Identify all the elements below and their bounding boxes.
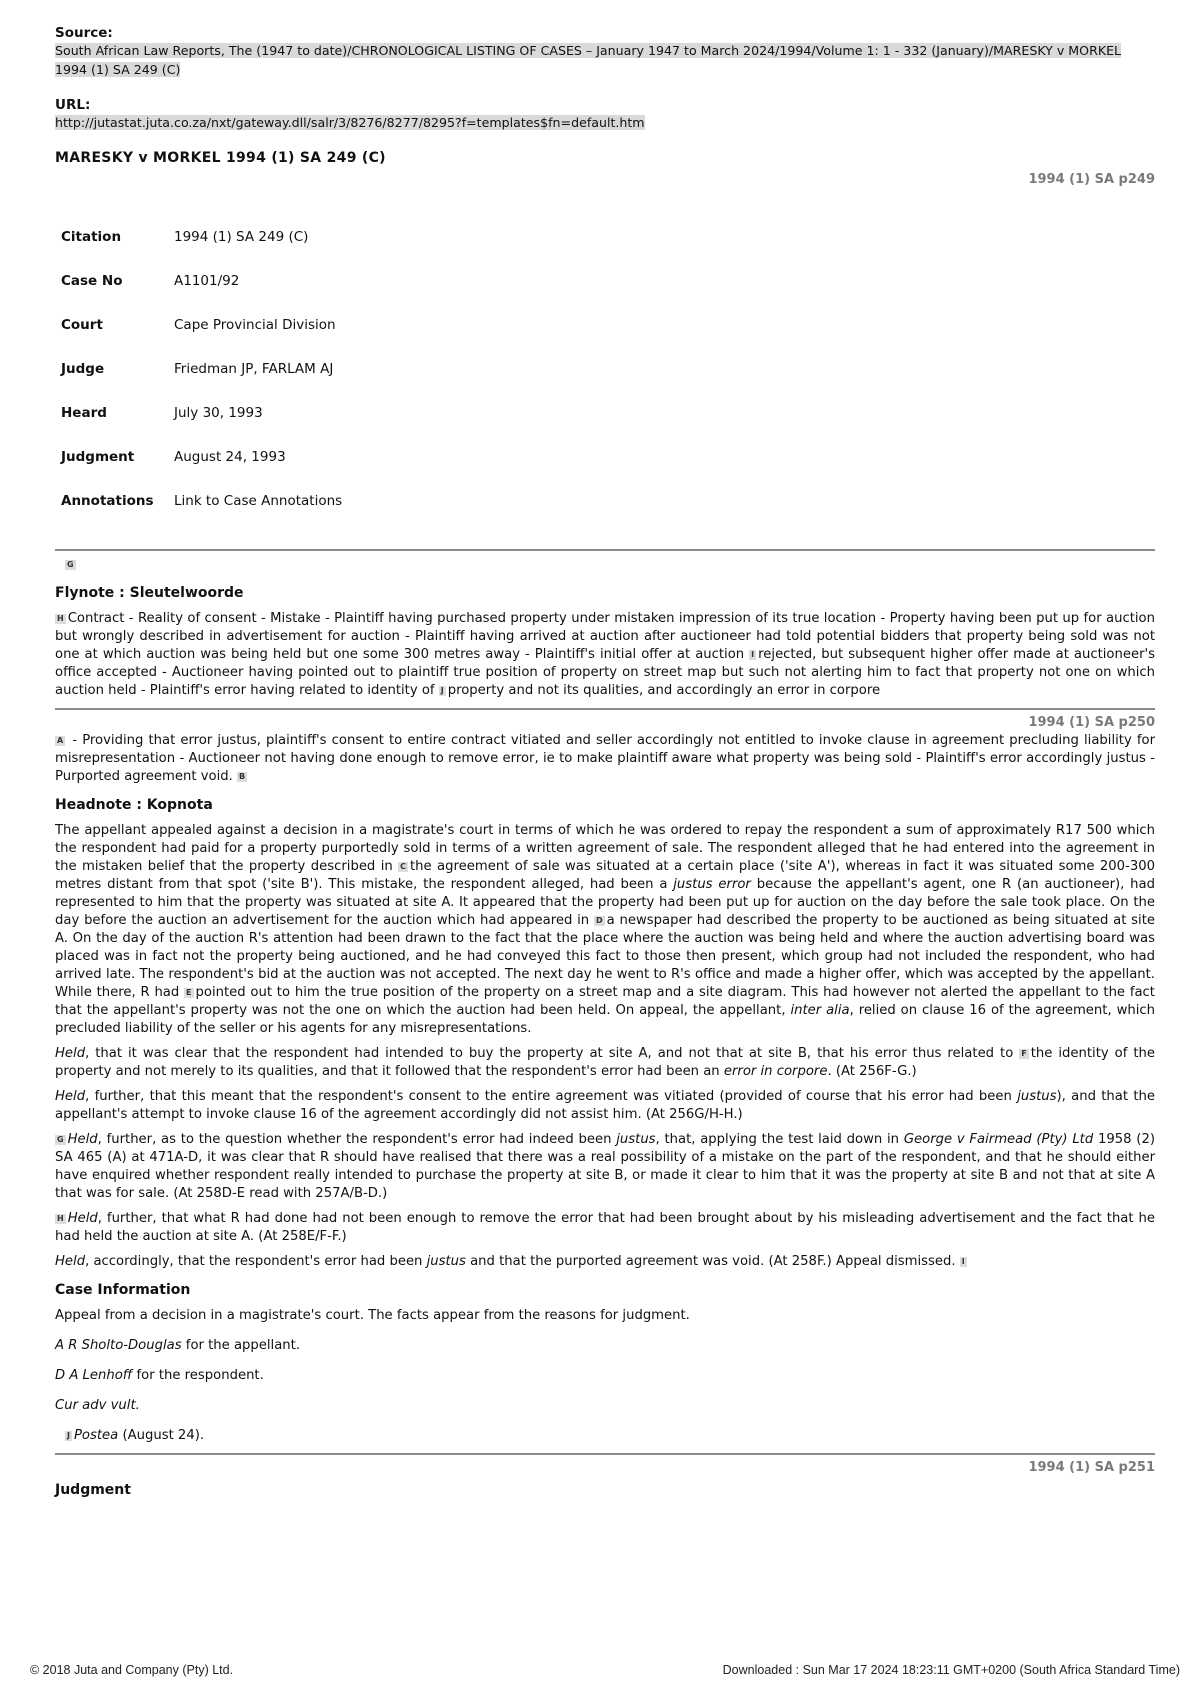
margin-marker: F: [1021, 1049, 1027, 1058]
annotations-link[interactable]: Link to Case Annotations: [174, 493, 343, 509]
headnote-italic: justus error: [673, 877, 751, 892]
meta-value: August 24, 1993: [174, 449, 286, 465]
held-text: , that it was clear that the respondent had intended to buy the property at site A, and not that at site B, that his error thus related to: [85, 1046, 1020, 1061]
held-text: , accordingly, that the respondent's error had been: [85, 1254, 427, 1269]
held-paragraph-4: [55, 1210, 1155, 1246]
headnote-text: The appellant appealed against a decision in a magistrate's court in terms of which he was ordered to repay the respondent a sum of approximately R17 500 which the respondent had paid for a property purportedly sold in terms of a written agreement of sale. The respondent alleged that he had entered into the agreement in the mistaken belief that the property described in: [55, 823, 1155, 874]
headnote-text: , relied on clause 16 of the agreement, which precluded liability of the seller or his agents for any misrepresentations.: [55, 1003, 1155, 1036]
counsel-role: for the appellant.: [181, 1338, 301, 1353]
held-italic: error in corpore: [723, 1064, 828, 1079]
margin-marker: J: [440, 686, 444, 695]
held-text: ), and that the appellant's attempt to invoke clause 16 of the agreement accordingly did not assist him. (At 256G/H-H.): [55, 1089, 1155, 1122]
counsel-name: D A Lenhoff: [55, 1368, 133, 1383]
page-ref-249: 1994 (1) SA p249: [1028, 172, 1155, 187]
held-italic: justus: [1017, 1089, 1057, 1104]
meta-key: Annotations: [61, 493, 154, 509]
copyright-text: © 2018 Juta and Company (Pty) Ltd.: [30, 1663, 234, 1677]
held-italic: justus: [426, 1254, 466, 1269]
headnote-text: pointed out to him the true position of the property on a street map and a site diagram. This had however not alerted the appellant to the fact that the appellant's property was not the one on which the auction had been held. On appeal, the appellant,: [55, 985, 1155, 1018]
margin-marker: I: [751, 650, 755, 659]
postea-text: (August 24).: [118, 1428, 205, 1443]
margin-marker: B: [239, 772, 246, 781]
postea-line: [65, 1427, 1155, 1445]
headnote-text: because the appellant's agent, one R (an auctioneer), had represented to him that the property was situated at site A. It appeared that the property had been put up for auction on the day before the sale took place. On the day before the auction an advertisement for the auction which had appeared in: [55, 877, 1155, 928]
download-timestamp: Downloaded : Sun Mar 17 2024 18:23:11 GMT+0200 (South Africa Standard Time): [722, 1663, 1180, 1677]
source-path-text[interactable]: South African Law Reports, The (1947 to date)/CHRONOLOGICAL LISTING OF CASES – January 1947 to March 2024/1994/Volume 1: 1 - 332 (January)/MARESKY v MORKEL 1994 (1) SA 249 (C): [55, 43, 1122, 77]
flynote-paragraph: [55, 610, 1155, 700]
held-italic: justus: [616, 1132, 656, 1147]
held-text: . (At 256F-G.): [827, 1064, 917, 1079]
margin-marker: G: [57, 1135, 64, 1144]
url-link[interactable]: [55, 114, 1155, 133]
case-info-heading: Case Information: [55, 1282, 191, 1298]
flynote-text: rejected, but subsequent higher offer made at auctioneer's office accepted - Auctioneer having pointed out to plaintiff true position of property on street map but such not alerting him to fact that property not one on which auction held - Plaintiff's error having related to identity of: [55, 647, 1155, 698]
meta-row-citation: [61, 215, 342, 259]
cur-adv-vult: [55, 1397, 1155, 1415]
judgment-heading: Judgment: [55, 1482, 131, 1498]
held-paragraph-5: [55, 1253, 1155, 1271]
held-italic: George v Fairmead (Pty) Ltd: [903, 1132, 1094, 1147]
margin-marker: D: [595, 916, 603, 925]
meta-row-judgment: [61, 435, 342, 479]
page-ref-251: 1994 (1) SA p251: [1028, 1460, 1155, 1475]
flynote-text: property and not its qualities, and accordingly an error in corpore: [447, 683, 881, 698]
page-divider: [55, 1453, 1155, 1455]
meta-row-court: [61, 303, 342, 347]
meta-key: Court: [61, 317, 103, 333]
margin-marker: H: [57, 614, 64, 623]
meta-key: Citation: [61, 229, 122, 245]
case-info-paragraph: Appeal from a decision in a magistrate's court. The facts appear from the reasons for judgment.: [55, 1308, 690, 1323]
headnote-body: [55, 822, 1155, 1271]
held-italic: Held: [55, 1089, 86, 1104]
margin-marker: J: [67, 1431, 70, 1440]
cur-adv-vult-text: Cur adv vult.: [55, 1398, 140, 1413]
flynote-text: - Providing that error justus, plaintiff's consent to entire contract vitiated and seller accordingly not entitled to invoke clause in agreement precluding liability for misrepresentation - Auctioneer not having done enough to remove error, ie to make plaintiff aware what property was being sold - Plaintiff's error accordingly justus - Purported agreement void.: [55, 733, 1155, 784]
page-divider: [55, 708, 1155, 710]
meta-value: Cape Provincial Division: [174, 317, 336, 333]
meta-key: Case No: [61, 273, 123, 289]
margin-marker: H: [57, 1214, 64, 1223]
page-footer: [30, 1663, 1180, 1677]
url-label: URL:: [55, 97, 91, 113]
page-ref-250: 1994 (1) SA p250: [1028, 715, 1155, 730]
counsel-name: A R Sholto-Douglas: [55, 1338, 182, 1353]
headnote-heading: Headnote : Kopnota: [55, 797, 213, 813]
meta-row-annotations: [61, 479, 342, 523]
meta-value: July 30, 1993: [174, 405, 263, 421]
margin-marker: I: [961, 1257, 965, 1266]
meta-value: A1101/92: [174, 273, 240, 289]
marker-row: [65, 556, 1155, 574]
meta-row-heard: [61, 391, 342, 435]
held-text: the identity of the property and not merely to its qualities, and that it followed that the respondent's error had been an: [55, 1046, 1155, 1079]
margin-marker: G: [67, 560, 74, 569]
counsel-respondent: [55, 1367, 1155, 1385]
url-block: [55, 96, 1155, 133]
held-paragraph-1: [55, 1045, 1155, 1081]
source-label: Source:: [55, 25, 113, 41]
margin-marker: E: [186, 988, 192, 997]
section-divider: [55, 549, 1155, 551]
meta-key: Judge: [61, 361, 105, 377]
held-text: 1958 (2) SA 465 (A) at 471A-D, it was clear that R should have realised that there was a real possibility of a mistake on the part of the respondent, and that he should either have enquired whether respondent really intended to purchase the property at site B, or made it clear to him that it was the property at site B and not that at site A that was for sale. (At 258D-E read with 257A/B-D.): [55, 1132, 1155, 1201]
meta-key: Judgment: [61, 449, 135, 465]
held-paragraph-2: [55, 1088, 1155, 1124]
margin-marker: A: [57, 736, 64, 745]
counsel-role: for the respondent.: [132, 1368, 264, 1383]
headnote-text: a newspaper had described the property to be auctioned as being situated at site A. On the day of the auction R's attention had been drawn to the fact that the place where the auction was being held and where the auction advertising board was placed was in fact not the property being auctioned, and he had conveyed this fact to those then present, which group had not included the respondent, who had arrived late. The respondent's bid at the auction was not accepted. The next day he went to R's office and made a higher offer, which was accepted by the appellant. While there, R had: [55, 913, 1156, 1000]
held-text: , further, that this meant that the respondent's consent to the entire agreement was vitiated (provided of course that his error had been: [85, 1089, 1018, 1104]
flynote-continuation: [55, 732, 1155, 786]
meta-key: Heard: [61, 405, 107, 421]
held-italic: Held: [67, 1132, 98, 1147]
case-title: MARESKY v MORKEL 1994 (1) SA 249 (C): [55, 150, 386, 166]
held-italic: Held: [55, 1254, 86, 1269]
flynote-text: Contract - Reality of consent - Mistake - Plaintiff having purchased property under mistaken impression of its true location - Property having been put up for auction but wrongly described in advertisement for auction - Plaintiff having arrived at auction after auctioneer had told potential bidders that property being sold was not one at which auction was being held but one some 300 metres away - Plaintiff's initial offer at auction: [55, 611, 1155, 662]
document-page: [55, 24, 1155, 1507]
counsel-appellant: [55, 1337, 1155, 1355]
headnote-paragraph: [55, 822, 1155, 1038]
meta-value: Friedman JP, FARLAM AJ: [174, 361, 334, 377]
held-italic: Held: [67, 1211, 98, 1226]
headnote-text: the agreement of sale was situated at a certain place ('site A'), whereas in fact it was situated some 200-300 metres distant from that spot ('site B'). This mistake, the respondent alleged, had been a: [55, 859, 1155, 892]
held-italic: Held: [55, 1046, 86, 1061]
meta-row-judge: [61, 347, 342, 391]
case-metadata-table: [61, 215, 342, 523]
meta-value: 1994 (1) SA 249 (C): [174, 229, 309, 245]
source-block: [55, 24, 1155, 80]
held-text: , further, as to the question whether the respondent's error had indeed been: [97, 1132, 617, 1147]
flynote-heading: Flynote : Sleutelwoorde: [55, 585, 244, 601]
held-text: and that the purported agreement was void. (At 258F.) Appeal dismissed.: [465, 1254, 960, 1269]
url-link-text[interactable]: http://jutastat.juta.co.za/nxt/gateway.dll/salr/3/8276/8277/8295?f=templates$fn=default.htm: [55, 115, 645, 130]
held-paragraph-3: [55, 1131, 1155, 1203]
margin-marker: C: [400, 862, 407, 871]
meta-row-case-no: [61, 259, 342, 303]
source-path[interactable]: [55, 42, 1155, 80]
held-text: , further, that what R had done had not been enough to remove the error that had been brought about by his misleading advertisement and the fact that he had held the auction at site A. (At 258E/F-F.): [55, 1211, 1155, 1244]
headnote-italic: inter alia: [790, 1003, 850, 1018]
postea-italic: Postea: [73, 1428, 119, 1443]
held-text: , that, applying the test laid down in: [655, 1132, 904, 1147]
